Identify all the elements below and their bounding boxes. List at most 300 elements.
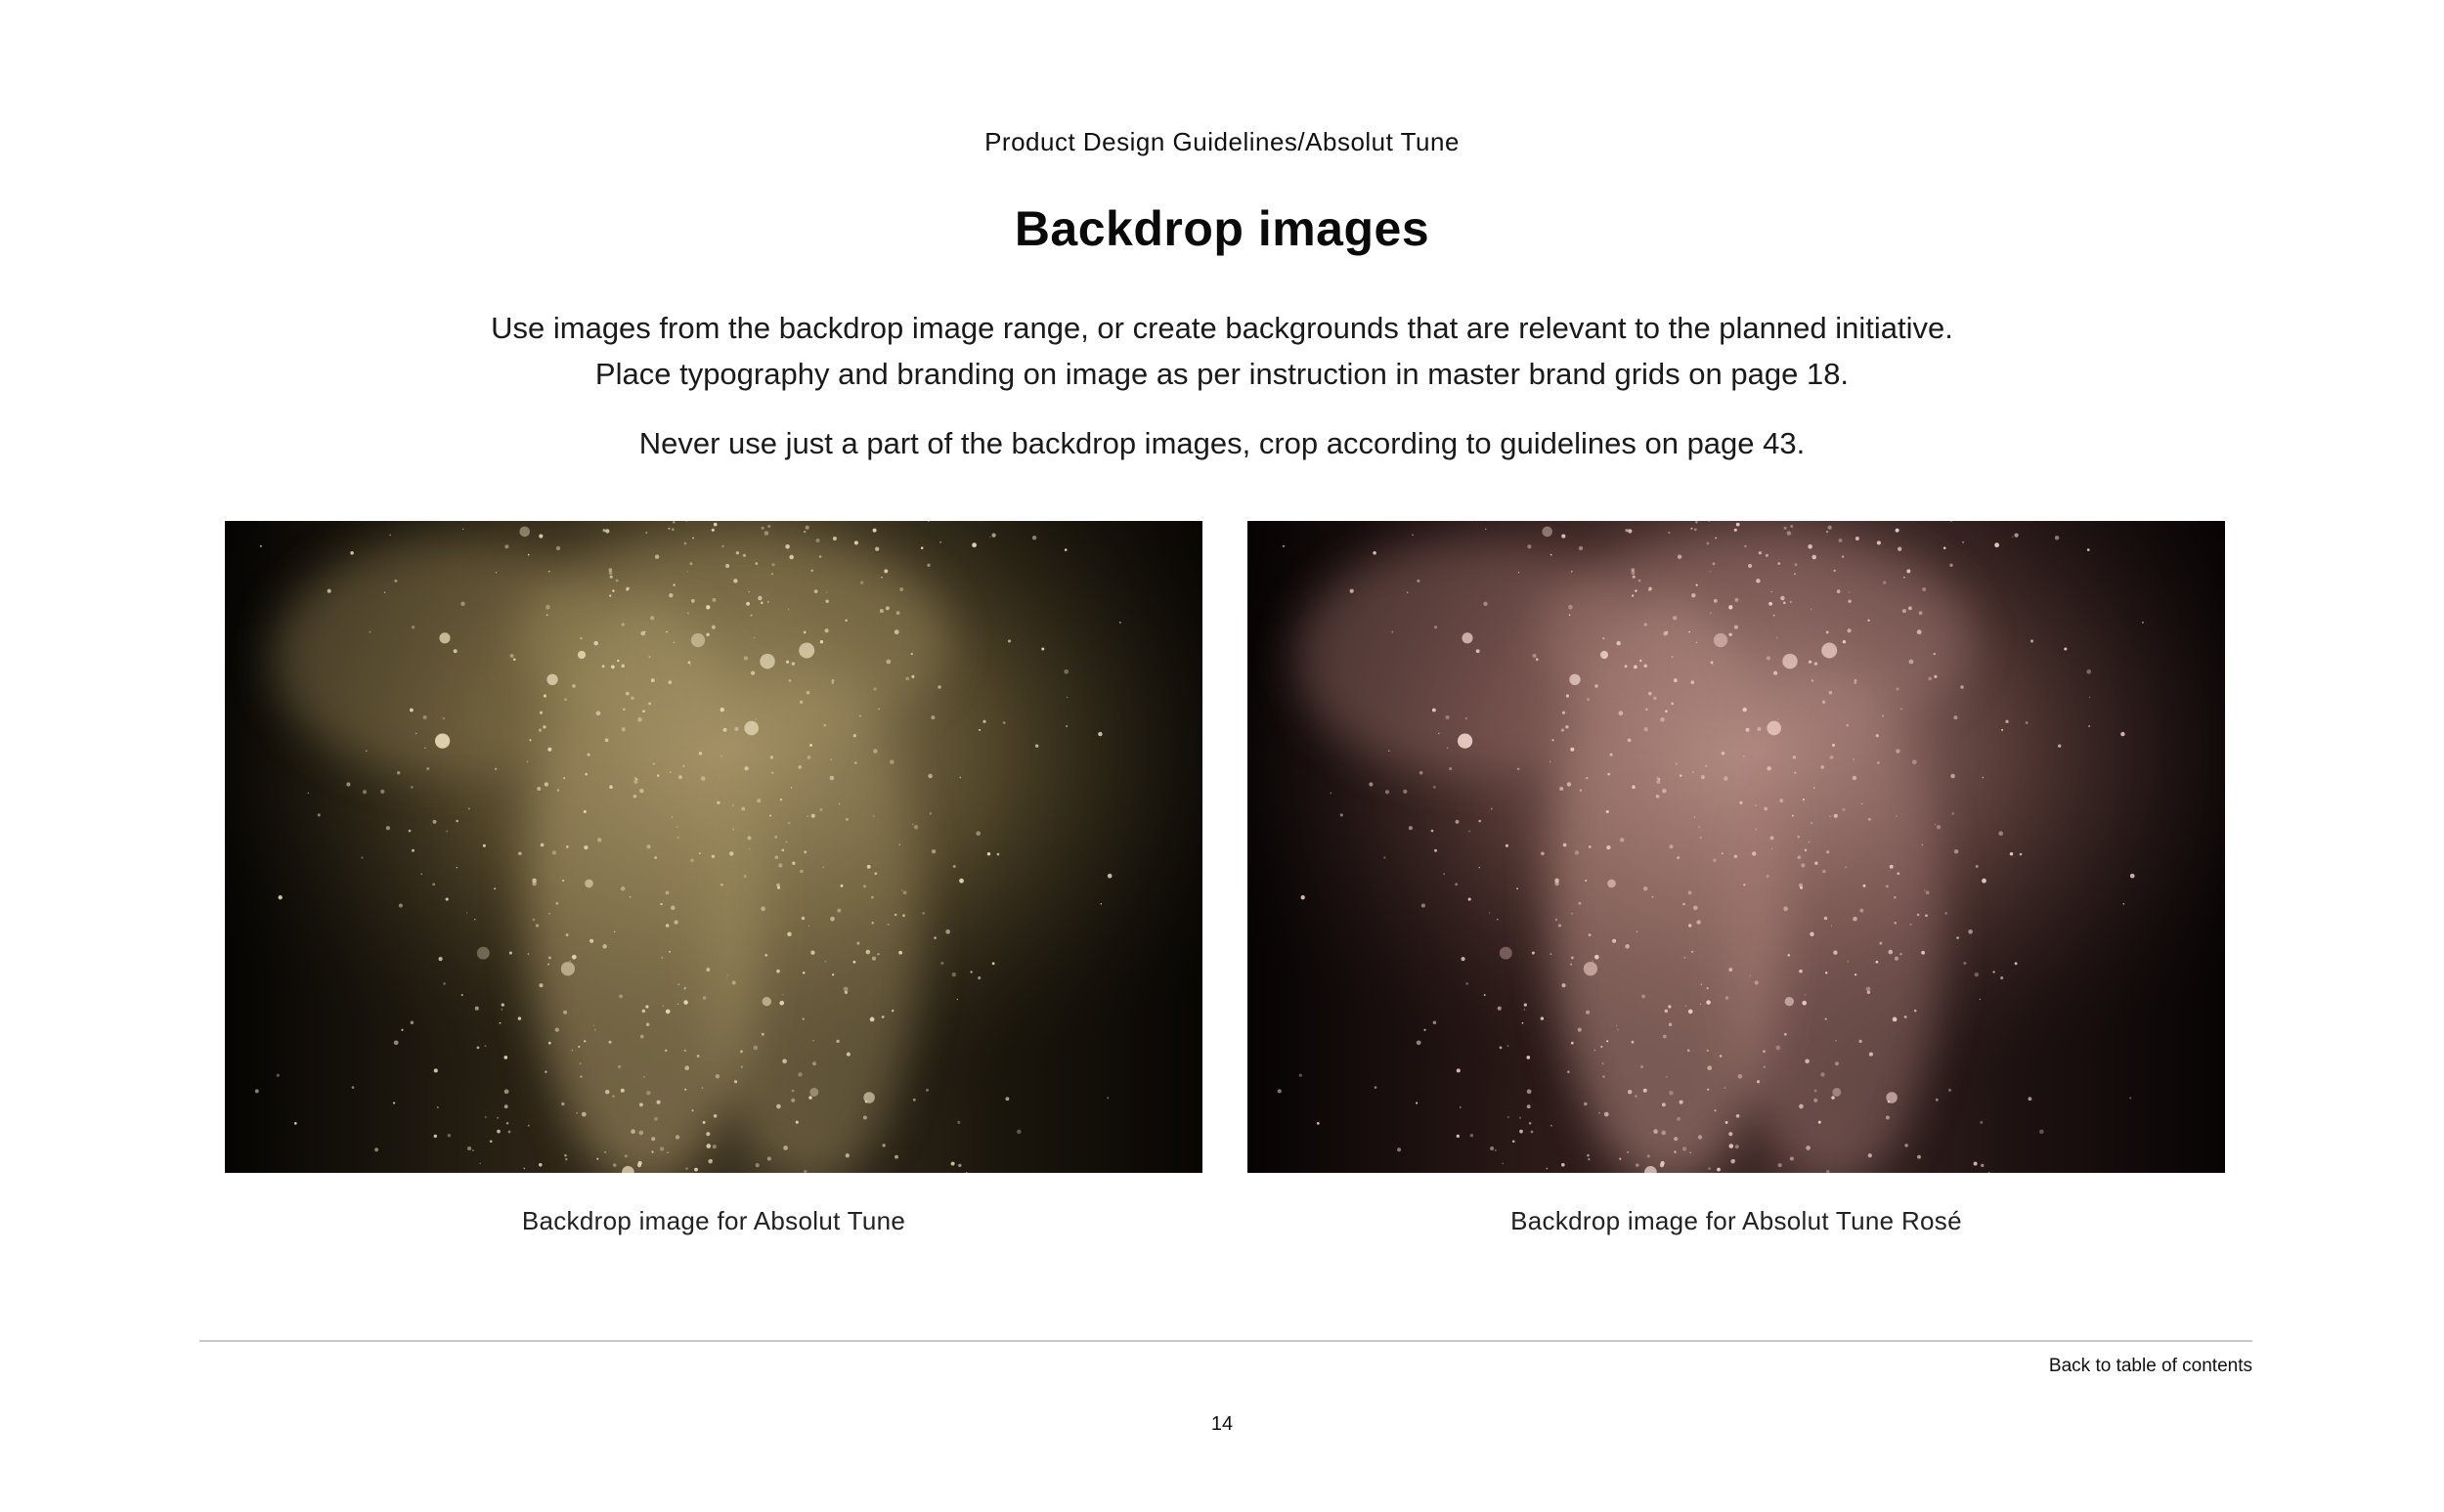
particle xyxy=(744,875,747,878)
particle xyxy=(825,600,828,603)
particle xyxy=(1696,642,1698,644)
particle xyxy=(2001,729,2003,731)
particle xyxy=(720,708,724,712)
particle xyxy=(2039,1130,2044,1135)
particle xyxy=(764,954,767,957)
particle xyxy=(1690,528,1692,530)
particle xyxy=(539,728,542,731)
particle xyxy=(677,837,679,839)
particle xyxy=(1688,924,1691,927)
particle xyxy=(706,633,709,636)
particle xyxy=(1301,895,1305,899)
particle xyxy=(1821,643,1837,659)
particle xyxy=(1661,1161,1665,1165)
particle xyxy=(1610,754,1613,756)
particle xyxy=(1811,555,1815,559)
particle xyxy=(683,542,686,545)
particle xyxy=(1707,987,1709,989)
particle xyxy=(1866,987,1871,992)
particle xyxy=(612,589,614,591)
particle xyxy=(1456,820,1460,824)
particle xyxy=(1693,905,1698,910)
particle xyxy=(1919,611,1923,615)
particle xyxy=(1527,1089,1532,1094)
particle xyxy=(1779,799,1783,802)
particle xyxy=(1755,804,1757,806)
particle xyxy=(939,541,941,543)
page-title: Backdrop images xyxy=(1014,201,1430,256)
particle xyxy=(1950,774,1955,779)
particle xyxy=(1691,951,1693,953)
particle xyxy=(1433,786,1436,789)
intro-line-1: Use images from the backdrop image range, or create backgrounds that are relevant to the planned initiative. xyxy=(491,311,1953,345)
particle xyxy=(1619,1158,1621,1160)
particle xyxy=(1107,1097,1109,1099)
particle xyxy=(1635,589,1637,591)
particle xyxy=(756,718,757,719)
particle xyxy=(2000,976,2003,979)
particle xyxy=(580,637,582,639)
particle xyxy=(1980,1121,1983,1124)
particle xyxy=(1423,1029,1425,1031)
particle xyxy=(1766,554,1768,557)
particle xyxy=(1653,1129,1658,1134)
particle xyxy=(1736,1114,1740,1118)
particle xyxy=(1782,654,1797,669)
particle xyxy=(1928,677,1932,681)
particle xyxy=(1790,601,1792,603)
particle xyxy=(826,591,828,593)
particle xyxy=(1669,1091,1674,1096)
particle xyxy=(1542,527,1552,538)
particle xyxy=(260,545,262,547)
particle xyxy=(1561,728,1564,731)
particle xyxy=(953,865,956,868)
particle xyxy=(363,790,367,794)
particle xyxy=(1550,1125,1552,1127)
particle xyxy=(1694,816,1695,817)
particle xyxy=(791,1099,795,1102)
particle xyxy=(1707,1050,1709,1052)
particle xyxy=(841,885,844,887)
particle xyxy=(633,780,637,784)
particle xyxy=(959,879,964,884)
particle xyxy=(872,957,876,961)
particle xyxy=(630,896,632,898)
particle xyxy=(1561,983,1565,987)
particle xyxy=(757,799,761,802)
particle xyxy=(401,1029,403,1031)
particle xyxy=(1794,573,1796,575)
particle xyxy=(500,1022,502,1024)
particle xyxy=(1842,808,1845,811)
particle xyxy=(837,909,841,913)
particle xyxy=(672,528,675,531)
particle xyxy=(1549,761,1551,763)
particle xyxy=(753,1046,758,1051)
particle xyxy=(546,605,550,610)
particle xyxy=(1455,883,1458,886)
particle xyxy=(1811,679,1814,682)
particle xyxy=(1643,886,1647,890)
particle xyxy=(1575,850,1579,854)
particle xyxy=(903,890,907,894)
particle xyxy=(1524,1004,1527,1007)
particle xyxy=(911,653,913,655)
particle xyxy=(1500,1047,1503,1050)
particle xyxy=(1593,1050,1595,1052)
back-to-toc-link[interactable]: Back to table of contents xyxy=(2048,1356,2252,1376)
particle xyxy=(1616,1025,1617,1026)
particle xyxy=(1688,890,1692,894)
particle xyxy=(1066,725,1068,727)
particle xyxy=(1457,1135,1460,1138)
particle xyxy=(1810,932,1814,937)
particle xyxy=(836,1040,839,1043)
particle xyxy=(1662,1102,1666,1106)
particle xyxy=(905,677,909,681)
particle xyxy=(1607,773,1610,776)
particle xyxy=(472,1149,474,1151)
particle xyxy=(277,1074,280,1077)
particle xyxy=(712,626,716,629)
particle xyxy=(572,684,576,688)
particle xyxy=(667,1151,669,1153)
particle xyxy=(1799,1104,1804,1109)
particle xyxy=(485,1045,487,1047)
particle xyxy=(786,842,788,843)
particle xyxy=(1546,1168,1548,1170)
particle xyxy=(563,1011,567,1015)
particle xyxy=(774,855,778,859)
particle xyxy=(812,1040,814,1042)
particle xyxy=(743,554,746,557)
particle xyxy=(646,1091,651,1096)
particle xyxy=(585,773,588,776)
particle xyxy=(564,698,567,701)
particle xyxy=(800,701,803,704)
particle xyxy=(584,810,587,813)
particle xyxy=(1896,529,1899,533)
particle xyxy=(1868,818,1871,821)
particle xyxy=(1717,1168,1721,1172)
particle xyxy=(1673,616,1677,620)
particle xyxy=(661,957,663,959)
particle xyxy=(1700,1004,1701,1005)
particle xyxy=(774,836,777,839)
particle xyxy=(380,790,384,794)
particle xyxy=(504,1104,508,1108)
particle xyxy=(1861,803,1863,805)
particle xyxy=(384,592,385,593)
particle xyxy=(987,852,990,855)
particle xyxy=(779,1001,784,1006)
particle xyxy=(1569,674,1580,685)
particle xyxy=(1663,631,1668,636)
particle xyxy=(2130,874,2135,879)
particle xyxy=(411,786,414,789)
particle xyxy=(638,1131,643,1136)
particle xyxy=(563,777,565,779)
particle xyxy=(729,851,733,855)
particle xyxy=(1551,739,1553,741)
particle xyxy=(318,813,321,816)
particle xyxy=(1565,725,1568,728)
particle xyxy=(756,1163,760,1167)
particle xyxy=(1458,733,1472,748)
particle xyxy=(1465,982,1468,985)
particle xyxy=(412,849,415,852)
particle xyxy=(394,580,397,583)
particle xyxy=(1468,831,1470,833)
particle xyxy=(740,1050,743,1053)
particle xyxy=(1479,867,1480,868)
particle xyxy=(1743,884,1745,886)
particle xyxy=(1407,592,1408,593)
particle xyxy=(1662,789,1667,794)
particle xyxy=(1433,1021,1437,1025)
particle xyxy=(1787,531,1792,536)
particle xyxy=(1689,1151,1691,1153)
footer-divider xyxy=(199,1340,2252,1342)
particle xyxy=(1527,544,1531,548)
particle xyxy=(1391,631,1393,633)
particle xyxy=(608,568,612,572)
particle xyxy=(1886,1116,1890,1120)
particle xyxy=(940,962,943,965)
particle xyxy=(702,1087,704,1089)
particle xyxy=(477,947,490,960)
particle xyxy=(562,880,564,882)
particle xyxy=(782,1059,787,1064)
particle xyxy=(1848,600,1851,603)
particle xyxy=(294,1122,297,1125)
particle xyxy=(706,605,710,609)
particle xyxy=(1934,675,1937,678)
particle xyxy=(1826,630,1829,633)
particle xyxy=(506,1122,509,1125)
particle xyxy=(846,818,849,821)
particle xyxy=(1421,903,1425,907)
particle xyxy=(1668,1005,1671,1008)
particle xyxy=(1519,1117,1521,1119)
particle xyxy=(552,850,556,854)
particle xyxy=(1598,1112,1599,1113)
particle xyxy=(1643,665,1647,669)
particle xyxy=(443,717,445,719)
particle xyxy=(1383,856,1385,858)
particle xyxy=(1769,836,1773,840)
particle xyxy=(758,596,762,600)
particle xyxy=(899,844,900,845)
particle xyxy=(1541,1016,1544,1019)
particle xyxy=(1584,962,1597,975)
particle xyxy=(2058,745,2061,748)
particle xyxy=(1759,551,1762,554)
particle xyxy=(510,654,514,658)
particle xyxy=(555,1028,559,1032)
particle xyxy=(1710,612,1712,614)
particle xyxy=(1743,708,1747,712)
particle xyxy=(1917,914,1920,917)
particle xyxy=(1628,1090,1632,1094)
particle xyxy=(602,944,607,949)
particle xyxy=(389,534,391,536)
particle xyxy=(474,919,475,920)
figure-caption: Backdrop image for Absolut Tune xyxy=(521,1206,906,1235)
particle xyxy=(921,546,924,549)
particle xyxy=(1832,1088,1841,1097)
particle xyxy=(1917,1155,1921,1159)
particle xyxy=(578,1046,580,1048)
particle xyxy=(1863,885,1866,887)
particle xyxy=(1801,863,1805,867)
particle xyxy=(809,1088,818,1097)
particle xyxy=(602,529,605,532)
particle xyxy=(957,1121,960,1124)
particle xyxy=(734,1080,737,1083)
particle xyxy=(1558,924,1561,927)
particle xyxy=(669,951,671,953)
particle xyxy=(1555,919,1558,922)
particle xyxy=(684,1089,686,1091)
particle xyxy=(513,658,516,661)
particle xyxy=(859,715,861,717)
particle xyxy=(547,964,549,966)
particle xyxy=(803,1018,805,1020)
particle xyxy=(1592,961,1593,962)
particle xyxy=(621,665,625,669)
particle xyxy=(1792,815,1794,817)
particle xyxy=(854,540,858,544)
particle xyxy=(2142,622,2144,624)
particle xyxy=(1953,715,1957,719)
particle xyxy=(1519,1130,1523,1134)
particle xyxy=(519,527,530,538)
particle xyxy=(616,580,619,583)
particle xyxy=(1677,1117,1680,1121)
particle xyxy=(878,709,880,711)
particle xyxy=(596,1158,598,1160)
particle xyxy=(1818,1121,1821,1124)
particle xyxy=(1712,664,1713,665)
particle xyxy=(1491,808,1493,810)
particle xyxy=(1589,845,1592,848)
particle xyxy=(605,1090,609,1094)
particle xyxy=(796,1121,799,1124)
particle xyxy=(798,765,802,769)
particle xyxy=(1949,564,1952,567)
particle xyxy=(1777,562,1780,565)
particle xyxy=(1587,1154,1590,1157)
particle xyxy=(938,685,940,688)
particle xyxy=(1690,680,1694,684)
particle xyxy=(448,1134,451,1137)
particle xyxy=(1976,865,1979,868)
particle xyxy=(808,926,809,927)
particle xyxy=(1728,968,1732,972)
particle xyxy=(804,630,807,633)
particle xyxy=(1550,953,1552,955)
particle xyxy=(761,907,765,912)
particle xyxy=(1606,810,1609,813)
particle xyxy=(420,873,421,874)
particle xyxy=(684,1065,689,1070)
particle xyxy=(887,660,892,665)
particle xyxy=(1594,684,1598,688)
particle xyxy=(663,1006,665,1008)
particle xyxy=(569,961,570,962)
particle xyxy=(539,983,543,987)
particle xyxy=(1594,955,1599,960)
particle xyxy=(1814,862,1817,865)
particle xyxy=(1616,641,1620,645)
particle xyxy=(1584,1102,1587,1105)
particle xyxy=(434,1135,437,1138)
particle xyxy=(913,1099,916,1102)
particle xyxy=(609,1041,612,1044)
particle xyxy=(886,606,890,610)
particle xyxy=(1811,822,1812,824)
particle xyxy=(1569,614,1571,616)
particle xyxy=(543,725,546,728)
particle xyxy=(2014,533,2018,537)
particle xyxy=(602,665,605,668)
particle xyxy=(776,970,780,973)
particle xyxy=(588,754,590,756)
particle xyxy=(1375,1086,1377,1089)
particle xyxy=(580,1062,582,1064)
particle xyxy=(901,889,903,891)
particle xyxy=(669,593,673,597)
particle xyxy=(651,1151,653,1153)
particle xyxy=(777,886,780,889)
particle xyxy=(1710,571,1711,572)
particle xyxy=(1619,711,1624,715)
particle xyxy=(1793,756,1796,758)
particle xyxy=(369,631,371,633)
particle xyxy=(437,1106,439,1108)
particle xyxy=(1653,697,1657,701)
particle xyxy=(1909,924,1911,926)
particle xyxy=(639,1102,643,1106)
particle xyxy=(830,776,835,781)
particle xyxy=(716,1074,720,1079)
page-number: 14 xyxy=(1210,1413,1234,1435)
particle xyxy=(1485,529,1486,530)
particle xyxy=(1832,744,1835,747)
particle xyxy=(1720,1055,1723,1058)
particle xyxy=(1512,1140,1515,1143)
particle xyxy=(1783,907,1788,912)
particle xyxy=(845,620,847,622)
particle xyxy=(674,642,676,644)
particle xyxy=(713,1145,717,1148)
particle xyxy=(1937,825,1941,829)
particle xyxy=(502,1004,504,1007)
particle xyxy=(683,1000,687,1004)
particle xyxy=(651,1137,655,1141)
particle xyxy=(1571,956,1574,959)
particle xyxy=(490,1140,493,1143)
particle xyxy=(1750,975,1751,976)
particle xyxy=(819,808,822,811)
particle xyxy=(1005,1097,1009,1101)
particle xyxy=(863,1116,867,1120)
particle xyxy=(780,799,782,800)
particle xyxy=(678,984,679,985)
particle xyxy=(1805,1059,1810,1064)
